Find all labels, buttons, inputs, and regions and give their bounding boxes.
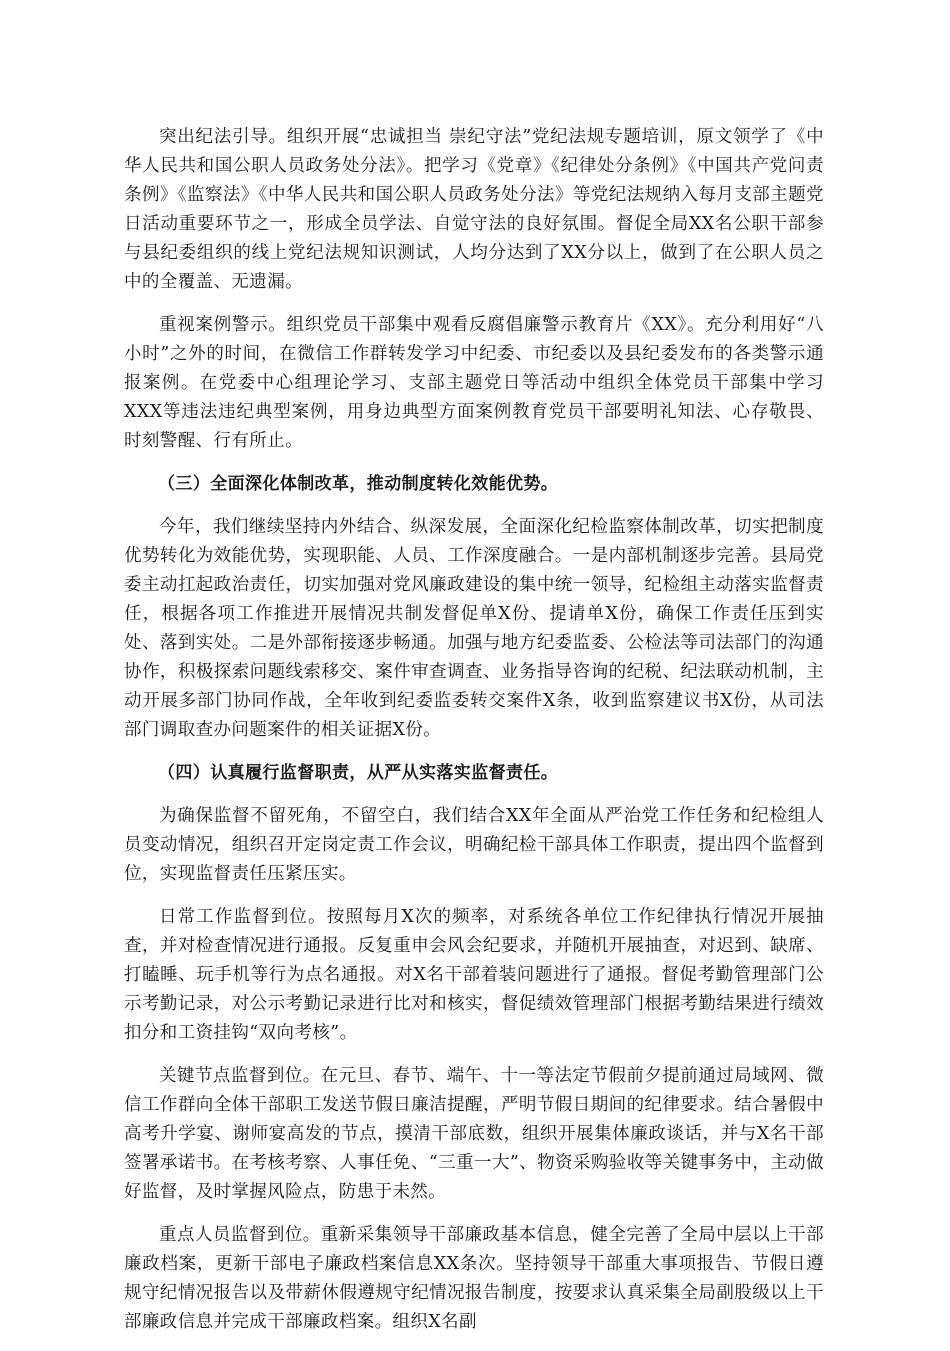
paragraph-supervision-intro: 为确保监督不留死角，不留空白，我们结合XX年全面从严治党工作任务和纪检组人员变动情况，组织召开定岗定责工作会议，明确纪检干部具体工作职责，提出四个监督到位，实现监督责任压紧压实。 (124, 806, 824, 884)
paragraph-key-personnel-supervision: 重点人员监督到位。重新采集领导干部廉政基本信息，健全完善了全局中层以上干部廉政档案，更新干部电子廉政档案信息XX条次。坚持领导干部重大事项报告、节假日遵规守纪情况报告以及带薪休假遵规守纪情况报告制度，按要求认真采集全局副股级以上干部廉政信息并完成干部廉政档案。组织X名副 (124, 1225, 824, 1332)
paragraph-key-node-supervision: 关键节点监督到位。在元旦、春节、端午、十一等法定节假前夕提前通过局域网、微信工作群向全体干部职工发送节假日廉洁提醒，严明节假日期间的纪律要求。结合暑假中高考升学宴、谢师宴高发的节点，摸清干部底数，组织开展集体廉政谈话，并与X名干部签署承诺书。在考核考察、人事任免、“三重一大”、物资采购验收等关键事务中，主动做好监督，及时掌握风险点，防患于未然。 (124, 1066, 824, 1202)
document-body (124, 123, 824, 1351)
paragraph-daily-supervision: 日常工作监督到位。按照每月X次的频率，对系统各单位工作纪律执行情况开展抽查，并对检查情况进行通报。反复重申会风会纪要求，并随机开展抽查，对迟到、缺席、打瞌睡、玩手机等行为点名通报。对X名干部着装问题进行了通报。督促考勤管理部门公示考勤记录，对公示考勤记录进行比对和核实，督促绩效管理部门根据考勤结果进行绩效扣分和工资挂钩“双向考核”。 (124, 907, 824, 1043)
paragraph-case-warning: 重视案例警示。组织党员干部集中观看反腐倡廉警示教育片《XX》。充分利用好“八小时”之外的时间，在微信工作群转发学习中纪委、市纪委以及县纪委发布的各类警示通报案例。在党委中心组理论学习、支部主题党日等活动中组织全体党员干部集中学习XXX等违法违纪典型案例，用身边典型方面案例教育党员干部要明礼知法、心存敬畏、时刻警醒、行有所止。 (124, 315, 824, 451)
paragraph-system-reform: 今年，我们继续坚持内外结合、纵深发展，全面深化纪检监察体制改革，切实把制度优势转化为效能优势，实现职能、人员、工作深度融合。一是内部机制逐步完善。县局党委主动扛起政治责任，切实加强对党风廉政建设的集中统一领导，纪检组主动落实监督责任，根据各项工作推进开展情况共制发督促单X份、提请单X份，确保工作责任压到实处、落到实处。二是外部衔接逐步畅通。加强与地方纪委监委、公检法等司法部门的沟通协作，积极探索问题线索移交、案件审查调查、业务指导咨询的纪税、纪法联动机制，主动开展多部门协同作战，全年收到纪委监委转交案件X条，收到监察建议书X份，从司法部门调取查办问题案件的相关证据X份。 (124, 517, 824, 740)
section-heading-4: （四）认真履行监督职责，从严从实落实监督责任。 (158, 763, 559, 783)
section-heading-3: （三）全面深化体制改革，推动制度转化效能优势。 (158, 474, 559, 494)
paragraph-discipline-guidance: 突出纪法引导。组织开展“忠诚担当 崇纪守法”党纪法规专题培训，原文领学了《中华人民共和国公职人员政务处分法》。把学习《党章》《纪律处分条例》《中国共产党问责条例》《监察法》《中华人民共和国公职人员政务处分法》等党纪法规纳入每月支部主题党日活动重要环节之一，形成全员学法、自觉守法的良好氛围。督促全局XX名公职干部参与县纪委组织的线上党纪法规知识测试，人均分达到了XX分以上，做到了在公职人员之中的全覆盖、无遗漏。 (124, 127, 824, 292)
